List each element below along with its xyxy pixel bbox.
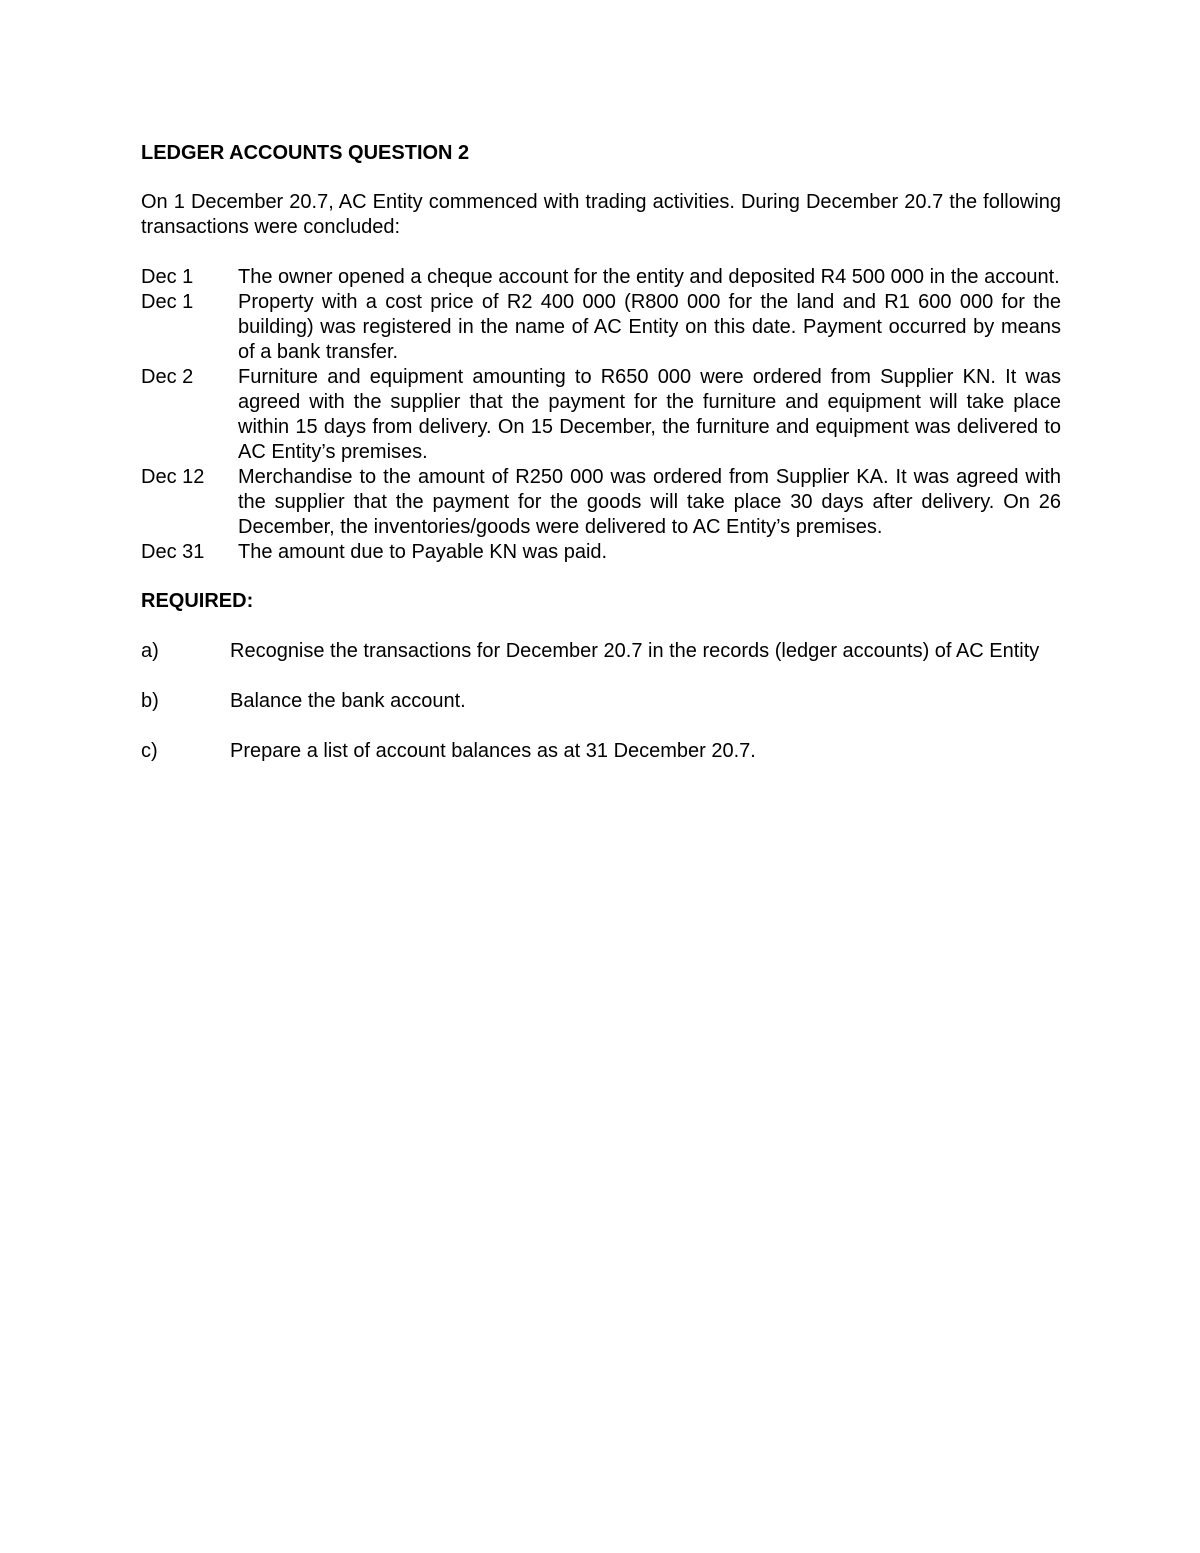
document-page bbox=[141, 141, 1061, 789]
intro-paragraph: On 1 December 20.7, AC Entity commenced with trading activities. During December 20.7 the following transactions were concluded: bbox=[141, 191, 1061, 238]
page-title: LEDGER ACCOUNTS QUESTION 2 bbox=[141, 142, 470, 164]
transaction-date: Dec 1 bbox=[141, 266, 194, 288]
transaction-date: Dec 12 bbox=[141, 466, 205, 488]
transaction-row bbox=[141, 365, 1061, 465]
transaction-description: Furniture and equipment amounting to R650 000 were ordered from Supplier KN. It was agreed with the supplier that the payment for the furniture and equipment will take place within 15 days from delivery. On 15 December, the furniture and equipment was delivered to AC Entity’s premises. bbox=[238, 366, 1061, 463]
transaction-row bbox=[141, 540, 1061, 565]
required-item bbox=[141, 639, 1061, 664]
transaction-date: Dec 1 bbox=[141, 291, 194, 313]
required-heading: REQUIRED: bbox=[141, 590, 254, 612]
transaction-description: The amount due to Payable KN was paid. bbox=[238, 541, 608, 563]
required-list bbox=[141, 639, 1061, 764]
transaction-row bbox=[141, 465, 1061, 540]
required-item-letter: b) bbox=[141, 690, 159, 712]
transaction-date: Dec 31 bbox=[141, 541, 205, 563]
transaction-description: Property with a cost price of R2 400 000 (R800 000 for the land and R1 600 000 for the building) was registered in the name of AC Entity on this date. Payment occurred by means of a bank transfer. bbox=[238, 291, 1061, 363]
transaction-row bbox=[141, 290, 1061, 365]
required-item-text: Balance the bank account. bbox=[230, 690, 466, 712]
transaction-date: Dec 2 bbox=[141, 366, 194, 388]
transaction-row bbox=[141, 265, 1061, 290]
required-item-letter: c) bbox=[141, 740, 158, 762]
transaction-description: The owner opened a cheque account for the entity and deposited R4 500 000 in the account. bbox=[238, 266, 1060, 288]
required-item-text: Recognise the transactions for December 20.7 in the records (ledger accounts) of AC Entity bbox=[230, 640, 1040, 662]
required-item bbox=[141, 739, 1061, 764]
transaction-list bbox=[141, 265, 1061, 565]
required-item bbox=[141, 689, 1061, 714]
transaction-description: Merchandise to the amount of R250 000 was ordered from Supplier KA. It was agreed with the supplier that the payment for the goods will take place 30 days after delivery. On 26 December, the inventories/goods were delivered to AC Entity’s premises. bbox=[238, 466, 1061, 538]
required-item-letter: a) bbox=[141, 640, 159, 662]
required-item-text: Prepare a list of account balances as at 31 December 20.7. bbox=[230, 740, 756, 762]
